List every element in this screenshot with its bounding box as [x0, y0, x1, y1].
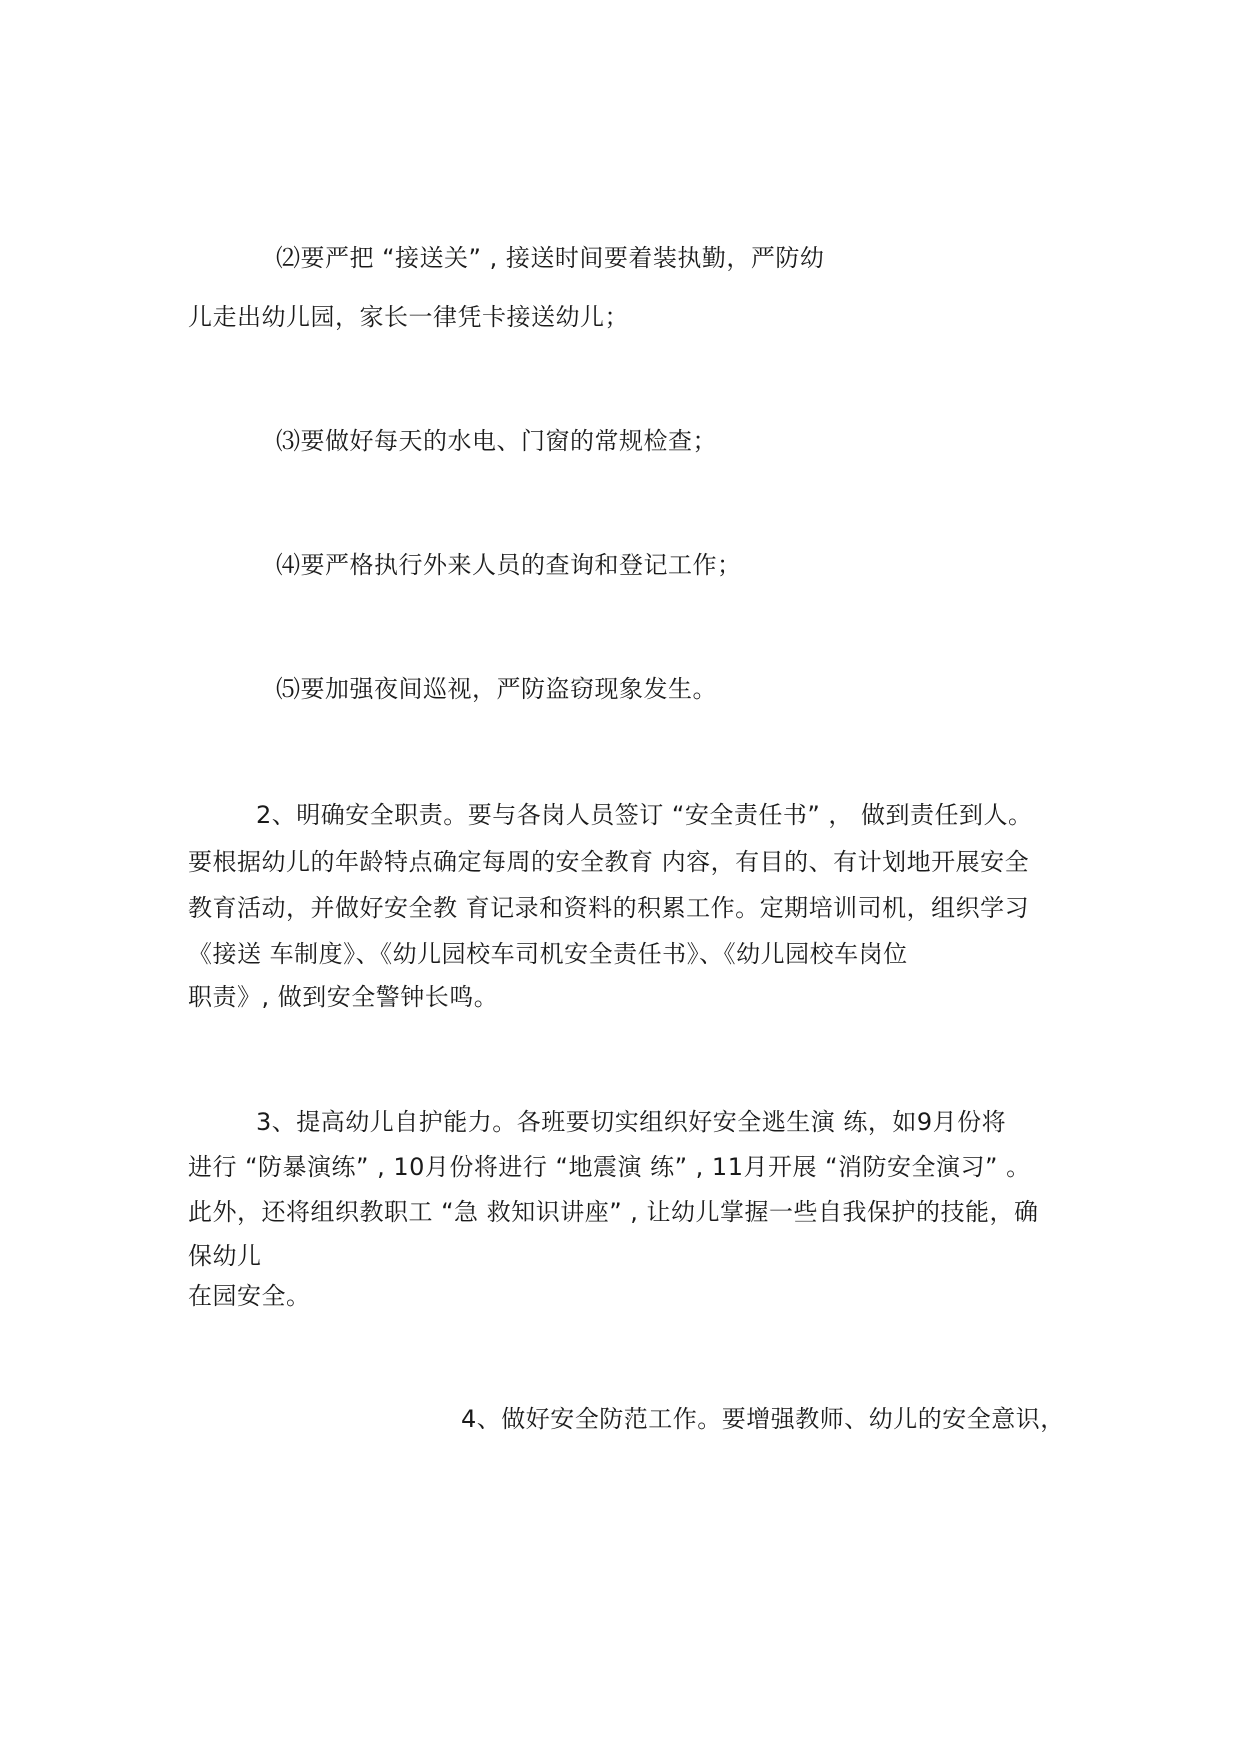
para-2-line-5: 职责》, 做到安全警钟长鸣。	[188, 983, 499, 1011]
para-3-line-3: 此外，还将组织教职工 “急 救知识讲座” , 让幼儿掌握一些自我保护的技能，确	[188, 1198, 1039, 1226]
item-4-line: ⑷要严格执行外来人员的查询和登记工作；	[276, 551, 742, 579]
para-3-line-4: 保幼儿	[188, 1242, 262, 1270]
item-2-line-1: ⑵要严把 “接送关” , 接送时间要着装执勤，严防幼	[276, 244, 825, 272]
item-5-line: ⑸要加强夜间巡视，严防盗窃现象发生。	[276, 675, 717, 703]
para-2-line-1: 2、明确安全职责。要与各岗人员签订 “安全责任书” ， 做到责任到人。	[256, 801, 1033, 829]
para-2-line-2: 要根据幼儿的年龄特点确定每周的安全教育 内容，有目的、有计划地开展安全	[188, 848, 1030, 876]
para-2-line-4: 《接送 车制度》、《幼儿园校车司机安全责任书》、《幼儿园校车岗位	[188, 940, 908, 968]
para-3-line-1: 3、提高幼儿自护能力。各班要切实组织好安全逃生演 练，如9月份将	[256, 1108, 1007, 1136]
para-2-line-3: 教育活动，并做好安全教 育记录和资料的积累工作。定期培训司机，组织学习	[188, 894, 1030, 922]
para-3-line-2: 进行 “防暴演练” , 10月份将进行 “地震演 练” , 11月开展 “消防安全演习” 。	[188, 1153, 1031, 1181]
para-3-line-5: 在园安全。	[188, 1282, 311, 1310]
para-4-line-1: 4、做好安全防范工作。要增强教师、幼儿的安全意识，	[461, 1405, 1065, 1433]
item-2-line-2: 儿走出幼儿园，家长一律凭卡接送幼儿；	[188, 303, 629, 331]
item-3-line: ⑶要做好每天的水电、门窗的常规检查；	[276, 427, 717, 455]
